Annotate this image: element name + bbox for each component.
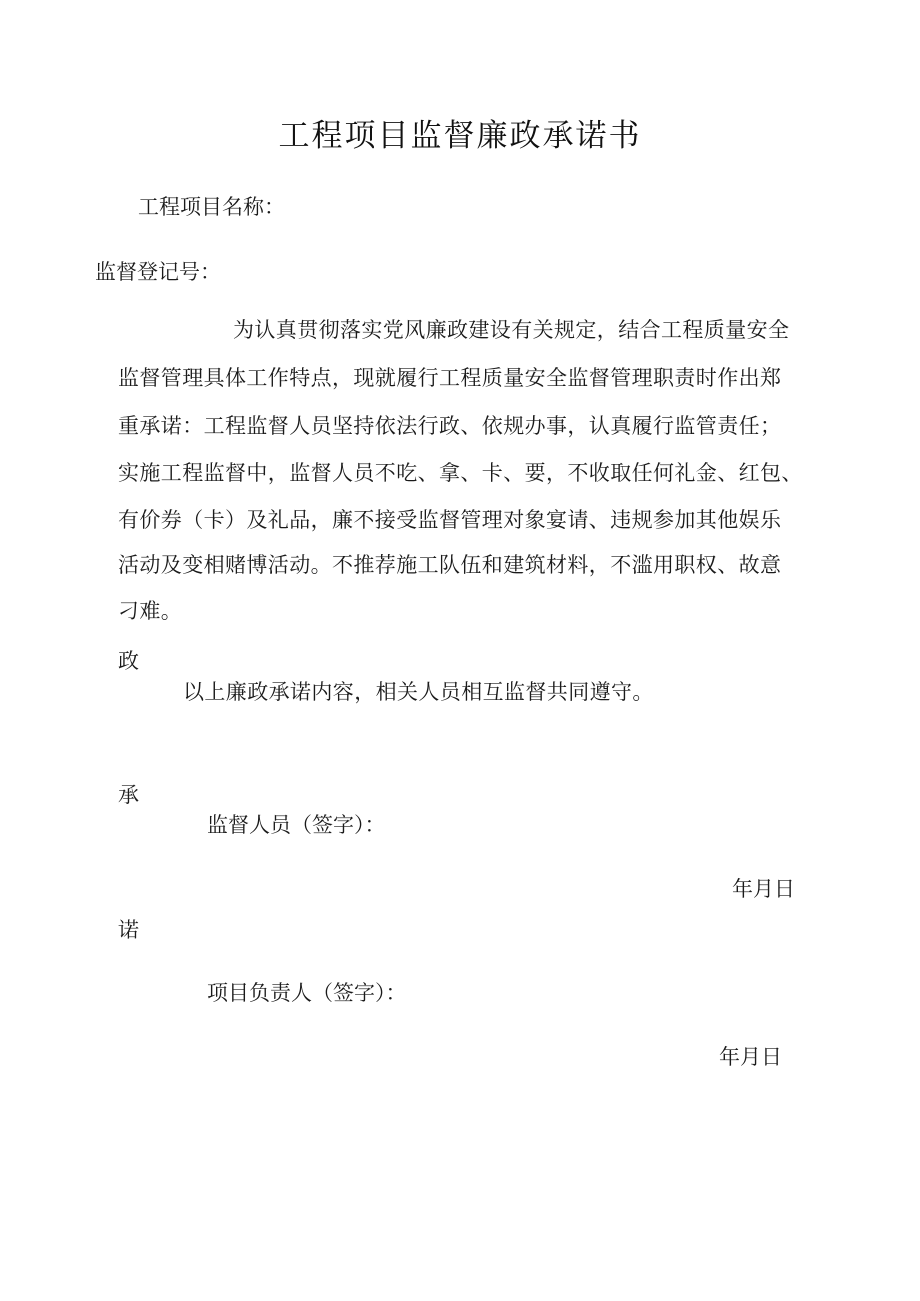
paragraph-line: 有价券（卡）及礼品，廉不接受监督管理对象宴请、违规参加其他娱乐 (118, 508, 782, 532)
paragraph-line: 为认真贯彻落实党风廉政建设有关规定，结合工程质量安全 (233, 318, 790, 342)
side-character: 政 (118, 649, 139, 673)
side-character: 诺 (118, 918, 139, 942)
document-title: 工程项目监督廉政承诺书 (278, 118, 642, 154)
project-name-label: 工程项目名称： (138, 195, 285, 219)
paragraph-line: 活动及变相赌博活动。不推荐施工队伍和建筑材料，不滥用职权、故意 (118, 553, 782, 577)
paragraph-line: 刁难。 (118, 599, 183, 623)
paragraph-line: 重承诺：工程监督人员坚持依法行政、依规办事，认真履行监管责任； (118, 414, 782, 438)
manager-signature-label: 项目负责人（签字）： (207, 981, 407, 1005)
supervisor-signature-label: 监督人员（签字）： (207, 813, 386, 837)
paragraph-line: 监督管理具体工作特点，现就履行工程质量安全监督管理职责时作出郑 (118, 366, 782, 390)
paragraph-line: 实施工程监督中，监督人员不吃、拿、卡、要，不收取任何礼金、红包、 (118, 461, 803, 485)
registration-number-label: 监督登记号： (95, 260, 221, 284)
side-character: 承 (118, 783, 139, 807)
closing-statement: 以上廉政承诺内容，相关人员相互监督共同遵守。 (183, 680, 654, 704)
manager-date-label: 年月日 (719, 1045, 782, 1069)
supervisor-date-label: 年月日 (732, 877, 795, 901)
